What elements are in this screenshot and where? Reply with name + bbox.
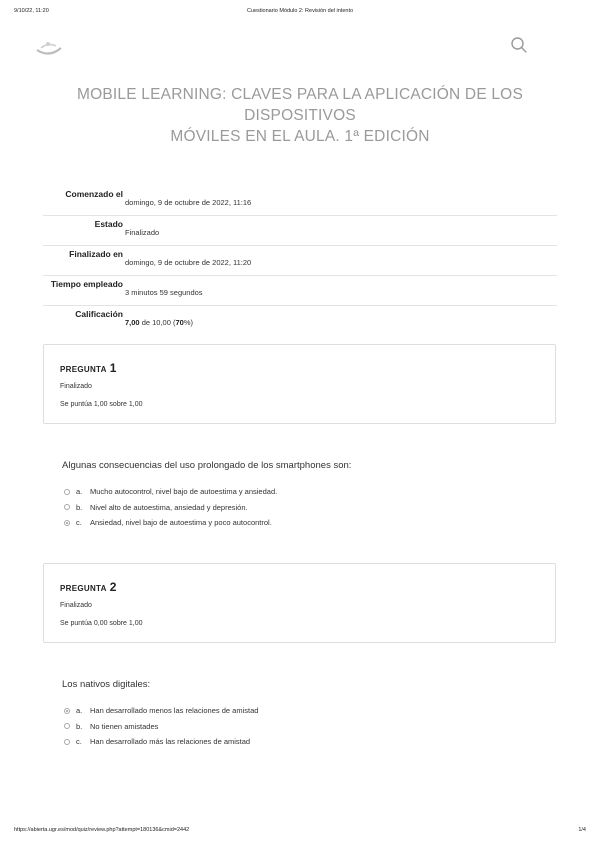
- finished-value: domingo, 9 de octubre de 2022, 11:20: [125, 258, 252, 267]
- grade-label: Calificación: [75, 309, 123, 319]
- question-score: Se puntúa 1,00 sobre 1,00: [60, 401, 143, 408]
- answer-option[interactable]: [64, 703, 258, 719]
- answer-text: Han desarrollado más las relaciones de amistad: [90, 737, 251, 747]
- time-label: Tiempo empleado: [50, 279, 123, 289]
- answer-option[interactable]: [64, 515, 277, 531]
- answer-option[interactable]: [64, 500, 277, 516]
- question-text: Algunas consecuencias del uso prolongado de los smartphones son:: [62, 460, 352, 471]
- question-info-card: [43, 344, 556, 424]
- answer-text: Han desarrollado menos las relaciones de amistad: [90, 706, 259, 716]
- question-label: PREGUNTA: [60, 365, 107, 374]
- question-state: Finalizado: [60, 383, 92, 390]
- started-value: domingo, 9 de octubre de 2022, 11:16: [125, 198, 252, 207]
- radio-button-selected[interactable]: [64, 520, 70, 526]
- answer-letter: b.: [76, 721, 83, 731]
- question-heading: [60, 580, 117, 594]
- question-score: Se puntúa 0,00 sobre 1,00: [60, 620, 143, 627]
- print-url: https://abierta.ugr.es/mod/quiz/review.php?attempt=180136&cmid=2442: [14, 827, 190, 833]
- answer-letter: c.: [76, 737, 82, 747]
- state-value: Finalizado: [125, 228, 160, 237]
- answer-list: [64, 703, 258, 750]
- question-text: Los nativos digitales:: [62, 679, 151, 690]
- started-label: Comenzado el: [65, 189, 123, 199]
- state-label: Estado: [94, 219, 123, 229]
- radio-button-selected[interactable]: [64, 708, 70, 714]
- print-footer: [14, 827, 586, 839]
- answer-option[interactable]: [64, 484, 277, 500]
- time-value: 3 minutos 59 segundos: [125, 288, 203, 297]
- grade-score: 7,00: [125, 318, 140, 327]
- summary-row-state: [43, 215, 557, 245]
- answer-list: [64, 484, 277, 531]
- summary-row-started: [43, 186, 557, 215]
- radio-button[interactable]: [64, 739, 70, 745]
- answer-text: Nivel alto de autoestima, ansiedad y depresión.: [90, 502, 248, 512]
- summary-row-finished: [43, 245, 557, 275]
- attempt-summary-table: [43, 186, 557, 338]
- question-number: 2: [109, 580, 117, 594]
- print-header: [14, 8, 586, 20]
- answer-letter: b.: [76, 502, 83, 512]
- answer-letter: c.: [76, 518, 82, 528]
- answer-text: Mucho autocontrol, nivel bajo de autoestima y ansiedad.: [90, 487, 278, 497]
- question-heading: [60, 361, 117, 375]
- summary-row-time: [43, 275, 557, 305]
- course-title: [40, 84, 560, 147]
- answer-option[interactable]: [64, 719, 258, 735]
- summary-row-grade: [43, 305, 557, 338]
- grade-value: [123, 306, 193, 338]
- question-info-card: [43, 563, 556, 643]
- answer-text: Ansiedad, nivel bajo de autoestima y poco autocontrol.: [90, 518, 272, 528]
- grade-mid: de 10,00 (: [139, 318, 176, 327]
- print-date: 9/10/22, 11:20: [14, 8, 49, 14]
- question-number: 1: [109, 361, 117, 375]
- question-state: Finalizado: [60, 602, 92, 609]
- course-title-line-2: MÓVILES EN EL AULA. 1ª EDICIÓN: [170, 128, 430, 145]
- radio-button[interactable]: [64, 489, 70, 495]
- radio-button[interactable]: [64, 504, 70, 510]
- answer-text: No tienen amistades: [90, 721, 159, 731]
- print-document-title: Cuestionario Módulo 2: Revisión del intento: [246, 8, 354, 14]
- finished-label: Finalizado en: [69, 249, 123, 259]
- answer-letter: a.: [76, 487, 83, 497]
- course-title-line-1: MOBILE LEARNING: CLAVES PARA LA APLICACIÓN DE LOS DISPOSITIVOS: [77, 86, 523, 124]
- question-label: PREGUNTA: [60, 584, 107, 593]
- answer-letter: a.: [76, 706, 83, 716]
- radio-button[interactable]: [64, 723, 70, 729]
- search-icon[interactable]: [510, 36, 528, 54]
- logo-icon[interactable]: [34, 36, 64, 58]
- answer-option[interactable]: [64, 734, 258, 750]
- grade-percent: 70: [175, 318, 184, 327]
- print-page-number: 1/4: [578, 827, 586, 833]
- grade-end: %): [183, 318, 193, 327]
